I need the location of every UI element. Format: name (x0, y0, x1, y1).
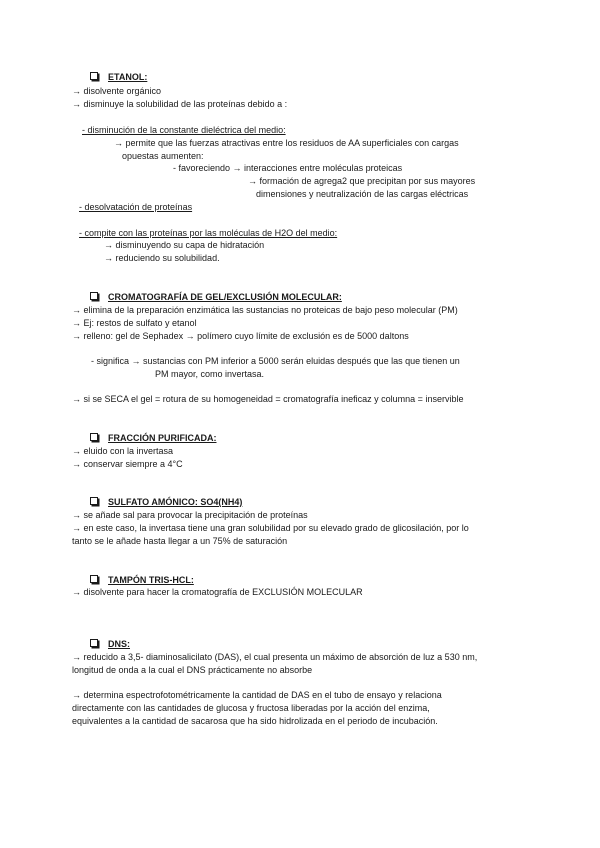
checkbox-bullet-icon (90, 497, 98, 505)
checkbox-bullet-icon (90, 433, 98, 441)
text-line: opuestas aumenten: (122, 151, 204, 161)
text-line: → relleno: gel de Sephadex → polímero cuyo límite de exclusión es de 5000 daltons (72, 331, 409, 341)
text-line: → reducido a 3,5- diaminosalicilato (DAS), el cual presenta un máximo de absorción de luz a 530 nm, (72, 652, 478, 662)
checkbox-bullet-icon (90, 639, 98, 647)
text-line: → conservar siempre a 4°C (72, 459, 183, 469)
text-line: longitud de onda a la cual el DNS prácticamente no absorbe (72, 665, 313, 675)
checkbox-bullet-icon (90, 72, 98, 80)
section-heading-etanol: ETANOL: (108, 72, 148, 82)
text-line: - favoreciendo → interacciones entre moléculas proteicas (173, 163, 403, 173)
text-line: equivalentes a la cantidad de sacarosa que ha sido hidrolizada en el periodo de incubación. (72, 716, 438, 726)
text-line: - significa → sustancias con PM inferior a 5000 serán eluidas después que las que tienen un (91, 356, 460, 366)
section-heading-sulfato: SULFATO AMÓNICO: SO4(NH4) (108, 497, 243, 507)
text-line: → se añade sal para provocar la precipitación de proteínas (72, 510, 308, 520)
text-line: → disminuyendo su capa de hidratación (104, 240, 265, 250)
text-line: → si se SECA el gel = rotura de su homogeneidad = cromatografía ineficaz y columna = inservible (72, 394, 464, 404)
text-line: → disminuye la solubilidad de las proteínas debido a : (72, 99, 288, 109)
text-line: - compite con las proteínas por las moléculas de H2O del medio: (79, 228, 338, 238)
text-line: tanto se le añade hasta llegar a un 75% de saturación (72, 536, 288, 546)
text-line: → determina espectrofotométricamente la cantidad de DAS en el tubo de ensayo y relaciona (72, 690, 442, 700)
text-line: → en este caso, la invertasa tiene una gran solubilidad por su elevado grado de glicosilación, por lo (72, 523, 469, 533)
text-line: → eluido con la invertasa (72, 446, 174, 456)
text-line: → reduciendo su solubilidad. (104, 253, 220, 263)
section-heading-cromatografia: CROMATOGRAFÍA DE GEL/EXCLUSIÓN MOLECULAR: (108, 292, 342, 302)
text-line: → elimina de la preparación enzimática las sustancias no proteicas de bajo peso molecular (PM) (72, 305, 458, 315)
text-line: → disolvente para hacer la cromatografía de EXCLUSIÓN MOLECULAR (72, 587, 363, 597)
text-line: → Ej: restos de sulfato y etanol (72, 318, 197, 328)
text-line: → disolvente orgánico (72, 86, 162, 96)
text-line: directamente con las cantidades de glucosa y fructosa liberadas por la acción del enzima, (72, 703, 430, 713)
text-line: - disminución de la constante dieléctrica del medio: (82, 125, 286, 135)
checkbox-bullet-icon (90, 575, 98, 583)
section-heading-fraccion: FRACCIÓN PURIFICADA: (108, 433, 217, 443)
section-heading-dns: DNS: (108, 639, 130, 649)
section-heading-tampon: TAMPÓN TRIS-HCL: (108, 575, 194, 585)
text-line: → permite que las fuerzas atractivas entre los residuos de AA superficiales con cargas (114, 138, 459, 148)
text-line: PM mayor, como invertasa. (155, 369, 265, 379)
text-line: dimensiones y neutralización de las cargas eléctricas (256, 189, 469, 199)
checkbox-bullet-icon (90, 292, 98, 300)
text-line: - desolvatación de proteínas (79, 202, 193, 212)
text-line: → formación de agrega2 que precipitan por sus mayores (248, 176, 476, 186)
